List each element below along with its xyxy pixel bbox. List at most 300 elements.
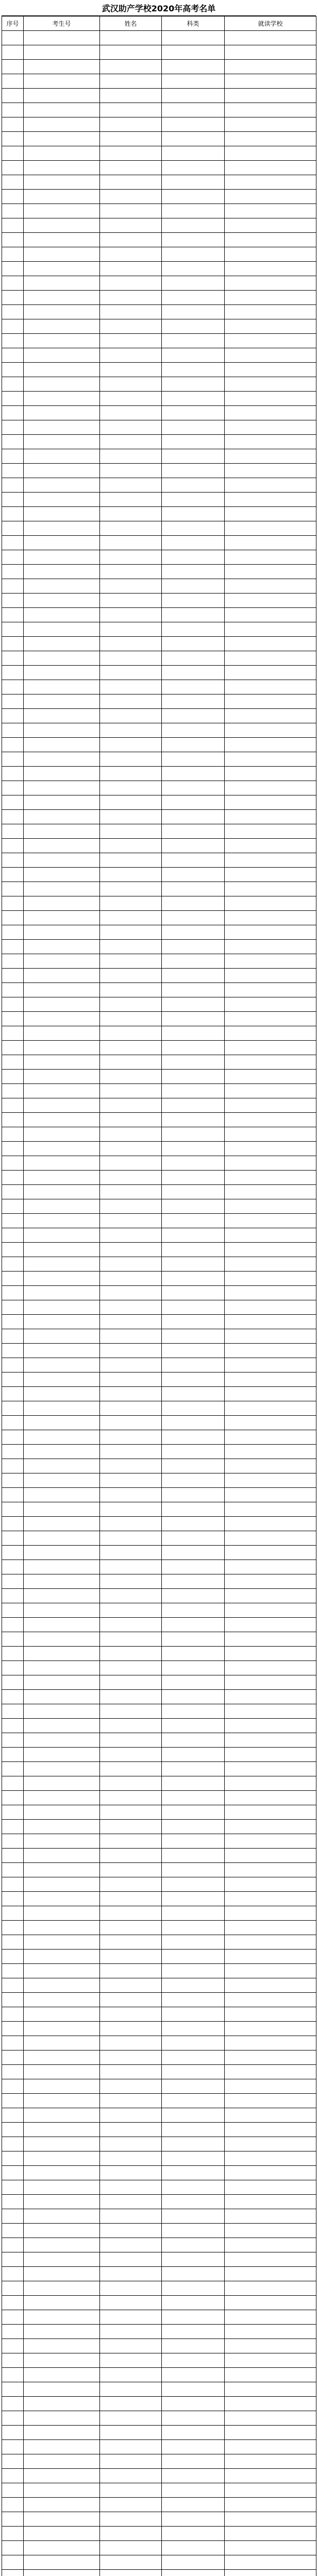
cell-school [225, 1113, 316, 1127]
cell-name [100, 1488, 162, 1502]
cell-school [225, 478, 316, 493]
table-row [2, 1171, 316, 1185]
cell-school [225, 60, 316, 74]
cell-school [225, 1098, 316, 1113]
cell-category [162, 896, 225, 911]
cell-name [100, 1531, 162, 1546]
cell-category [162, 1214, 225, 1228]
cell-category [162, 1387, 225, 1401]
cell-candidate-id [24, 1834, 100, 1849]
cell-category [162, 204, 225, 218]
cell-category [162, 1603, 225, 1618]
cell-name [100, 2555, 162, 2570]
table-row [2, 175, 316, 190]
cell-category [162, 2137, 225, 2151]
cell-category [162, 1820, 225, 1834]
cell-school [225, 1257, 316, 1272]
cell-candidate-id [24, 2353, 100, 2368]
cell-number [2, 1012, 24, 1026]
cell-school [225, 204, 316, 218]
cell-name [100, 2325, 162, 2339]
cell-number [2, 89, 24, 103]
cell-category [162, 175, 225, 190]
cell-candidate-id [24, 882, 100, 896]
cell-name [100, 882, 162, 896]
table-row [2, 2238, 316, 2252]
cell-name [100, 305, 162, 319]
cell-school [225, 738, 316, 752]
cell-number [2, 594, 24, 608]
cell-name [100, 1805, 162, 1820]
cell-number [2, 2498, 24, 2512]
cell-school [225, 536, 316, 550]
cell-name [100, 1863, 162, 1877]
cell-number [2, 1041, 24, 1055]
cell-name [100, 1358, 162, 1372]
cell-number [2, 1473, 24, 1488]
table-row [2, 117, 316, 132]
table-row [2, 1445, 316, 1459]
cell-school [225, 305, 316, 319]
cell-candidate-id [24, 1675, 100, 1690]
cell-name [100, 2137, 162, 2151]
cell-candidate-id [24, 507, 100, 521]
cell-candidate-id [24, 694, 100, 709]
cell-candidate-id [24, 2555, 100, 2570]
cell-name [100, 132, 162, 146]
cell-number [2, 2252, 24, 2267]
table-row [2, 2353, 316, 2368]
cell-name [100, 117, 162, 132]
cell-number [2, 406, 24, 420]
cell-category [162, 190, 225, 204]
cell-school [225, 1950, 316, 1964]
cell-number [2, 2555, 24, 2570]
cell-number [2, 1416, 24, 1430]
cell-category [162, 709, 225, 723]
cell-school [225, 882, 316, 896]
cell-category [162, 1315, 225, 1329]
cell-number [2, 536, 24, 550]
cell-category [162, 1921, 225, 1935]
cell-school [225, 1401, 316, 1416]
cell-category [162, 1243, 225, 1257]
cell-school [225, 2570, 316, 2576]
table-row [2, 1733, 316, 1748]
cell-name [100, 2036, 162, 2050]
cell-category [162, 1993, 225, 2007]
table-row [2, 406, 316, 420]
cell-name [100, 1935, 162, 1950]
table-row [2, 983, 316, 997]
table-row [2, 1661, 316, 1675]
cell-name [100, 377, 162, 392]
table-row [2, 1070, 316, 1084]
cell-category [162, 1358, 225, 1372]
cell-category [162, 132, 225, 146]
cell-category [162, 2036, 225, 2050]
cell-candidate-id [24, 1214, 100, 1228]
cell-number [2, 997, 24, 1012]
cell-number [2, 247, 24, 262]
cell-category [162, 2123, 225, 2137]
cell-school [225, 2238, 316, 2252]
table-row [2, 709, 316, 723]
cell-candidate-id [24, 2411, 100, 2426]
cell-school [225, 1762, 316, 1776]
table-row [2, 2108, 316, 2123]
cell-category [162, 2483, 225, 2498]
cell-candidate-id [24, 89, 100, 103]
cell-category [162, 2151, 225, 2166]
cell-name [100, 2382, 162, 2397]
table-row [2, 2137, 316, 2151]
cell-school [225, 146, 316, 161]
cell-school [225, 1877, 316, 1892]
cell-candidate-id [24, 1084, 100, 1098]
cell-candidate-id [24, 2267, 100, 2281]
cell-name [100, 348, 162, 363]
cell-number [2, 103, 24, 117]
cell-number [2, 2296, 24, 2310]
cell-school [225, 824, 316, 839]
cell-candidate-id [24, 521, 100, 536]
cell-category [162, 2050, 225, 2065]
cell-category [162, 882, 225, 896]
table-row [2, 1964, 316, 1978]
cell-candidate-id [24, 2382, 100, 2397]
column-header-candidate-id: 考生号 [24, 16, 100, 31]
cell-candidate-id [24, 1286, 100, 1300]
table-row [2, 45, 316, 60]
cell-category [162, 911, 225, 925]
table-row [2, 74, 316, 89]
cell-name [100, 1517, 162, 1531]
cell-name [100, 1185, 162, 1199]
table-row [2, 2411, 316, 2426]
table-row [2, 1286, 316, 1300]
table-row [2, 2440, 316, 2454]
column-header-number: 序号 [2, 16, 24, 31]
cell-school [225, 2368, 316, 2382]
table-row [2, 1488, 316, 1502]
cell-candidate-id [24, 2022, 100, 2036]
cell-school [225, 709, 316, 723]
cell-name [100, 45, 162, 60]
cell-name [100, 2541, 162, 2555]
cell-school [225, 637, 316, 651]
cell-school [225, 218, 316, 233]
cell-category [162, 233, 225, 247]
cell-school [225, 1517, 316, 1531]
cell-number [2, 1142, 24, 1156]
table-row [2, 1098, 316, 1113]
cell-number [2, 2151, 24, 2166]
cell-name [100, 810, 162, 824]
cell-number [2, 637, 24, 651]
cell-candidate-id [24, 1142, 100, 1156]
cell-candidate-id [24, 1488, 100, 1502]
cell-name [100, 1603, 162, 1618]
cell-category [162, 305, 225, 319]
cell-school [225, 1430, 316, 1445]
cell-name [100, 262, 162, 276]
cell-name [100, 911, 162, 925]
table-row [2, 2036, 316, 2050]
cell-school [225, 1603, 316, 1618]
cell-number [2, 1171, 24, 1185]
cell-candidate-id [24, 2137, 100, 2151]
table-row [2, 2209, 316, 2224]
cell-candidate-id [24, 1473, 100, 1488]
cell-name [100, 1618, 162, 1632]
cell-number [2, 954, 24, 969]
cell-school [225, 2007, 316, 2022]
cell-category [162, 291, 225, 305]
cell-number [2, 2397, 24, 2411]
cell-school [225, 1704, 316, 1719]
cell-candidate-id [24, 651, 100, 666]
cell-candidate-id [24, 2151, 100, 2166]
table-row [2, 839, 316, 853]
cell-candidate-id [24, 1113, 100, 1127]
cell-name [100, 752, 162, 767]
cell-school [225, 1084, 316, 1098]
cell-name [100, 2454, 162, 2469]
cell-name [100, 233, 162, 247]
cell-number [2, 550, 24, 565]
cell-school [225, 1733, 316, 1748]
cell-candidate-id [24, 1171, 100, 1185]
cell-candidate-id [24, 1690, 100, 1704]
table-row [2, 795, 316, 810]
table-row [2, 2382, 316, 2397]
cell-candidate-id [24, 1805, 100, 1820]
cell-candidate-id [24, 190, 100, 204]
cell-candidate-id [24, 1041, 100, 1055]
table-row [2, 132, 316, 146]
table-row [2, 940, 316, 954]
table-row [2, 1473, 316, 1488]
cell-school [225, 969, 316, 983]
table-row [2, 291, 316, 305]
cell-number [2, 1199, 24, 1214]
cell-candidate-id [24, 2325, 100, 2339]
cell-school [225, 2195, 316, 2209]
table-row [2, 1372, 316, 1387]
cell-number [2, 2281, 24, 2296]
cell-name [100, 1791, 162, 1805]
cell-school [225, 2050, 316, 2065]
cell-category [162, 1012, 225, 1026]
table-row [2, 781, 316, 795]
cell-name [100, 74, 162, 89]
cell-candidate-id [24, 2512, 100, 2527]
cell-category [162, 1877, 225, 1892]
cell-candidate-id [24, 2397, 100, 2411]
table-row [2, 2541, 316, 2555]
table-row [2, 2454, 316, 2469]
cell-candidate-id [24, 1978, 100, 1993]
cell-number [2, 911, 24, 925]
cell-name [100, 31, 162, 45]
cell-candidate-id [24, 1098, 100, 1113]
table-row [2, 2151, 316, 2166]
cell-name [100, 60, 162, 74]
cell-candidate-id [24, 377, 100, 392]
cell-number [2, 940, 24, 954]
cell-name [100, 983, 162, 997]
cell-number [2, 882, 24, 896]
table-row [2, 723, 316, 738]
cell-school [225, 2079, 316, 2094]
cell-candidate-id [24, 680, 100, 694]
cell-name [100, 694, 162, 709]
cell-school [225, 1776, 316, 1791]
table-row [2, 89, 316, 103]
cell-category [162, 161, 225, 175]
cell-category [162, 2541, 225, 2555]
cell-number [2, 781, 24, 795]
table-row [2, 1921, 316, 1935]
table-row [2, 276, 316, 291]
cell-category [162, 1935, 225, 1950]
table-row [2, 435, 316, 449]
cell-number [2, 2483, 24, 2498]
cell-category [162, 2007, 225, 2022]
cell-category [162, 1171, 225, 1185]
cell-number [2, 2123, 24, 2137]
cell-number [2, 1560, 24, 1574]
cell-category [162, 1906, 225, 1921]
cell-number [2, 493, 24, 507]
cell-name [100, 276, 162, 291]
cell-number [2, 1719, 24, 1733]
cell-category [162, 1748, 225, 1762]
table-row [2, 31, 316, 45]
cell-name [100, 1820, 162, 1834]
cell-candidate-id [24, 1531, 100, 1546]
cell-category [162, 1690, 225, 1704]
cell-candidate-id [24, 2224, 100, 2238]
cell-number [2, 2065, 24, 2079]
cell-school [225, 2454, 316, 2469]
cell-candidate-id [24, 334, 100, 348]
table-row [2, 1214, 316, 1228]
cell-category [162, 824, 225, 839]
cell-school [225, 1473, 316, 1488]
cell-candidate-id [24, 839, 100, 853]
column-header-category: 科类 [162, 16, 225, 31]
cell-school [225, 334, 316, 348]
cell-category [162, 536, 225, 550]
cell-number [2, 31, 24, 45]
cell-number [2, 478, 24, 493]
cell-school [225, 868, 316, 882]
cell-name [100, 1632, 162, 1647]
cell-number [2, 1647, 24, 1661]
cell-name [100, 723, 162, 738]
table-row [2, 680, 316, 694]
cell-school [225, 1791, 316, 1805]
cell-number [2, 1820, 24, 1834]
table-row [2, 752, 316, 767]
cell-number [2, 2108, 24, 2123]
cell-name [100, 997, 162, 1012]
table-row [2, 997, 316, 1012]
cell-school [225, 262, 316, 276]
cell-candidate-id [24, 31, 100, 45]
cell-category [162, 2065, 225, 2079]
cell-number [2, 2166, 24, 2180]
cell-number [2, 666, 24, 680]
cell-category [162, 637, 225, 651]
cell-candidate-id [24, 1560, 100, 1574]
table-row [2, 1820, 316, 1834]
cell-candidate-id [24, 1430, 100, 1445]
cell-candidate-id [24, 1070, 100, 1084]
cell-number [2, 2267, 24, 2281]
table-row [2, 2267, 316, 2281]
cell-number [2, 2238, 24, 2252]
cell-number [2, 1070, 24, 1084]
cell-name [100, 247, 162, 262]
cell-candidate-id [24, 1156, 100, 1171]
cell-candidate-id [24, 132, 100, 146]
table-row [2, 1791, 316, 1805]
cell-category [162, 594, 225, 608]
cell-candidate-id [24, 2123, 100, 2137]
cell-category [162, 1026, 225, 1041]
cell-name [100, 1950, 162, 1964]
cell-number [2, 824, 24, 839]
cell-category [162, 1675, 225, 1690]
cell-name [100, 1372, 162, 1387]
cell-name [100, 637, 162, 651]
cell-school [225, 1993, 316, 2007]
table-row [2, 1055, 316, 1070]
cell-school [225, 810, 316, 824]
cell-number [2, 2137, 24, 2151]
cell-school [225, 1214, 316, 1228]
cell-number [2, 2368, 24, 2382]
cell-number [2, 2310, 24, 2325]
table-row [2, 2094, 316, 2108]
cell-number [2, 1488, 24, 1502]
cell-name [100, 1849, 162, 1863]
table-row [2, 190, 316, 204]
cell-number [2, 1704, 24, 1719]
cell-category [162, 2195, 225, 2209]
table-row [2, 969, 316, 983]
cell-name [100, 1892, 162, 1906]
cell-category [162, 1502, 225, 1517]
cell-school [225, 1387, 316, 1401]
table-row [2, 2166, 316, 2180]
table-row [2, 2079, 316, 2094]
cell-candidate-id [24, 2094, 100, 2108]
cell-candidate-id [24, 161, 100, 175]
cell-candidate-id [24, 1517, 100, 1531]
cell-school [225, 435, 316, 449]
cell-name [100, 392, 162, 406]
cell-candidate-id [24, 420, 100, 435]
cell-candidate-id [24, 637, 100, 651]
cell-name [100, 1127, 162, 1142]
table-row [2, 824, 316, 839]
table-row [2, 334, 316, 348]
cell-candidate-id [24, 666, 100, 680]
